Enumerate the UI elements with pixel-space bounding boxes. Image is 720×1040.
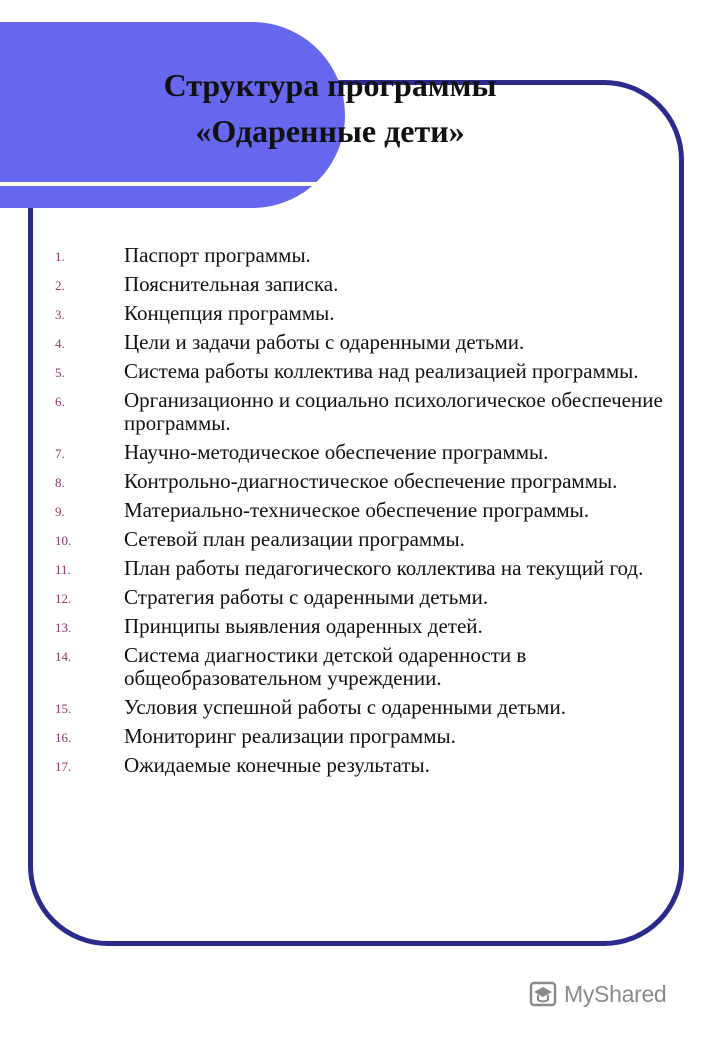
item-number: 14. (55, 649, 72, 664)
list-item (55, 389, 675, 435)
list-item (55, 441, 675, 464)
item-text: Научно-методическое обеспечение программы. (124, 440, 549, 464)
item-text: Паспорт программы. (124, 243, 311, 267)
item-text: Система работы коллектива над реализацией программы. (124, 359, 639, 383)
item-text: Сетевой план реализации программы. (124, 527, 465, 551)
slide-title (0, 62, 660, 154)
list-item (55, 360, 675, 383)
list-item (55, 615, 675, 638)
list-item (55, 470, 675, 493)
list-item (55, 528, 675, 551)
item-number: 17. (55, 759, 72, 774)
title-line-1: Структура программы (163, 67, 497, 103)
title-stripe (0, 182, 345, 186)
list-item (55, 273, 675, 296)
list-item (55, 644, 675, 690)
item-text: Контрольно-диагностическое обеспечение программы. (124, 469, 618, 493)
item-text: Материально-техническое обеспечение программы. (124, 498, 590, 522)
item-number: 9. (55, 504, 65, 519)
program-structure-list (55, 244, 675, 783)
item-number: 15. (55, 701, 72, 716)
mortarboard-icon (528, 979, 558, 1009)
item-number: 4. (55, 336, 65, 351)
item-number: 12. (55, 591, 72, 606)
list-item (55, 499, 675, 522)
title-line-2: «Одаренные дети» (195, 113, 465, 149)
item-text: Стратегия работы с одаренными детьми. (124, 585, 489, 609)
item-number: 5. (55, 365, 65, 380)
item-text: План работы педагогического коллектива на текущий год. (124, 556, 644, 580)
list-item (55, 754, 675, 777)
item-number: 3. (55, 307, 65, 322)
item-text: Система диагностики детской одаренности в общеобразовательном учреждении. (124, 643, 527, 690)
list-item (55, 696, 675, 719)
list-item (55, 302, 675, 325)
item-number: 2. (55, 278, 65, 293)
item-number: 6. (55, 394, 65, 409)
item-text: Цели и задачи работы с одаренными детьми. (124, 330, 525, 354)
item-number: 8. (55, 475, 65, 490)
item-text: Концепция программы. (124, 301, 335, 325)
item-text: Условия успешной работы с одаренными детьми. (124, 695, 566, 719)
item-text: Организационно и социально психологическое обеспечение программы. (124, 388, 663, 435)
item-number: 1. (55, 249, 65, 264)
myshared-watermark[interactable] (528, 976, 666, 1012)
list-item (55, 244, 675, 267)
item-number: 7. (55, 446, 65, 461)
list-item (55, 586, 675, 609)
item-number: 13. (55, 620, 72, 635)
item-text: Мониторинг реализации программы. (124, 724, 456, 748)
list-item (55, 557, 675, 580)
item-number: 10. (55, 533, 72, 548)
item-number: 16. (55, 730, 72, 745)
list-item (55, 331, 675, 354)
item-text: Принципы выявления одаренных детей. (124, 614, 483, 638)
item-text: Ожидаемые конечные результаты. (124, 753, 430, 777)
item-number: 11. (55, 562, 71, 577)
list-item (55, 725, 675, 748)
watermark-text: MyShared (564, 980, 667, 1007)
item-text: Пояснительная записка. (124, 272, 339, 296)
